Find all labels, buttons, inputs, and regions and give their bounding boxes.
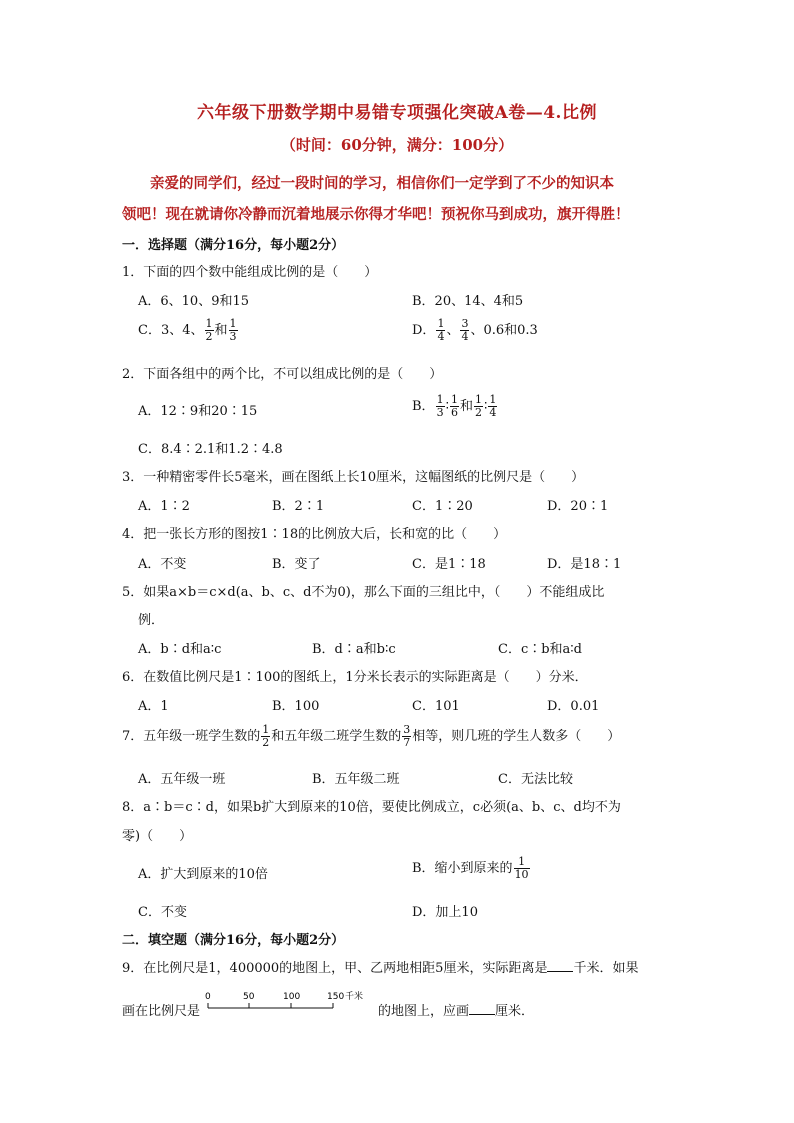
question-9-line-2-cont: 的地图上，应画 厘米． xyxy=(378,1004,535,1019)
fraction: $\frac{1}{6}$ xyxy=(450,393,458,419)
q4-option-c: C．是1∶18 xyxy=(412,557,486,572)
fraction: $\frac{1}{2}$ xyxy=(205,317,213,343)
q3-option-b: B．2∶1 xyxy=(272,499,325,514)
fraction: $\frac{1}{4}$ xyxy=(489,393,497,419)
question-7-stem: 7．五年级一班学生数的 $\frac{1}{2}$ 和五年级二班学生数的 $\frac{3}{7}$ 相等，则几班的学生人数多（ ） xyxy=(122,723,621,749)
q8-option-b: B．缩小到原来的 $\frac{1}{10}$ xyxy=(412,855,529,881)
fraction: $\frac{1}{2}$ xyxy=(262,723,270,749)
q7-option-c: C．无法比较 xyxy=(498,772,573,787)
q3-option-d: D．20∶1 xyxy=(547,499,609,514)
answer-blank xyxy=(547,959,573,972)
q5-option-a: A．b∶d和a∶c xyxy=(138,642,222,657)
fraction: $\frac{1}{3}$ xyxy=(229,317,237,343)
question-8-stem: 8．a∶b＝c∶d，如果b扩大到原来的10倍，要使比例成立，c必须(a、b、c、d均不为 xyxy=(122,800,621,815)
q5-option-b: B．d∶a和b∶c xyxy=(312,642,396,657)
q1-option-d: D． $\frac{1}{4}$ 、 $\frac{3}{4}$ 、0.6和0.3 xyxy=(412,317,538,343)
fraction: $\frac{3}{7}$ xyxy=(403,723,411,749)
q6-option-a: A．1 xyxy=(138,699,169,714)
section-heading-choice: 一．选择题（满分16分，每小题2分） xyxy=(122,238,345,253)
fraction: $\frac{1}{4}$ xyxy=(437,317,445,343)
q7-option-a: A．五年级一班 xyxy=(138,772,226,787)
q6-option-d: D．0.01 xyxy=(547,699,600,714)
q6-option-c: C．101 xyxy=(412,699,460,714)
q2-option-a: A．12∶9和20∶15 xyxy=(138,404,258,419)
fraction: $\frac{1}{10}$ xyxy=(514,855,529,881)
q8-option-c: C．不变 xyxy=(138,905,187,920)
scale-label-100: 100 xyxy=(283,992,301,1002)
q8-option-a: A．扩大到原来的10倍 xyxy=(138,867,268,882)
question-4-stem: 4．把一张长方形的图按1∶18的比例放大后，长和宽的比（ ） xyxy=(122,527,507,542)
line-scale-graphic xyxy=(205,986,375,1014)
question-6-stem: 6．在数值比例尺是1∶100的图纸上，1分米长表示的实际距离是（ ）分米． xyxy=(122,670,588,685)
q3-option-a: A．1∶2 xyxy=(138,499,190,514)
q5-option-c: C．c∶b和a∶d xyxy=(498,642,583,657)
q1-option-c: C．3、4、 $\frac{1}{2}$ 和 $\frac{1}{3}$ xyxy=(138,317,237,343)
fraction: $\frac{1}{3}$ xyxy=(436,393,444,419)
question-1-stem: 1．下面的四个数中能组成比例的是（ ） xyxy=(122,265,378,280)
q4-option-a: A．不变 xyxy=(138,557,187,572)
q1-option-a: A．6、10、9和15 xyxy=(138,294,250,309)
section-heading-fill: 二．填空题（满分16分，每小题2分） xyxy=(122,933,345,948)
question-9-line-2: 画在比例尺是 xyxy=(122,1004,201,1019)
q2-option-b: B． $\frac{1}{3}$ ∶ $\frac{1}{6}$ 和 $\frac{1}{2}$ ∶ $\frac{1}{4}$ xyxy=(412,393,497,419)
question-5-stem: 5．如果a×b＝c×d(a、b、c、d不为0)，那么下面的三组比中，（ ）不能组成比 xyxy=(122,585,605,600)
document-title: 六年级下册数学期中易错专项强化突破A卷—4.比例 xyxy=(197,103,597,123)
intro-line-1: 亲爱的同学们，经过一段时间的学习，相信你们一定学到了不少的知识本 xyxy=(150,175,614,192)
scale-unit: 千米 xyxy=(345,992,364,1002)
question-2-stem: 2．下面各组中的两个比，不可以组成比例的是（ ） xyxy=(122,367,443,382)
q8-option-d: D．加上10 xyxy=(412,905,478,920)
q2-option-c: C．8.4∶2.1和1.2∶4.8 xyxy=(138,442,283,457)
intro-line-2: 领吧！现在就请你冷静而沉着地展示你得才华吧！预祝你马到成功，旗开得胜！ xyxy=(122,206,630,223)
scale-label-0: 0 xyxy=(205,992,211,1002)
q1-option-b: B．20、14、4和5 xyxy=(412,294,524,309)
q6-option-b: B．100 xyxy=(272,699,320,714)
document-subtitle: （时间：60分钟，满分：100分） xyxy=(280,136,514,154)
question-9-line-1: 9．在比例尺是1，400000的地图上，甲、乙两地相距5厘米，实际距离是 千米．如果 xyxy=(122,961,639,976)
q7-option-b: B．五年级二班 xyxy=(312,772,400,787)
fraction: $\frac{3}{4}$ xyxy=(461,317,469,343)
fraction: $\frac{1}{2}$ xyxy=(474,393,482,419)
scale-label-50: 50 xyxy=(243,992,255,1002)
q3-option-c: C．1∶20 xyxy=(412,499,473,514)
q4-option-b: B．变了 xyxy=(272,557,321,572)
question-8-stem-cont: 零)（ ） xyxy=(122,829,193,844)
q4-option-d: D．是18∶1 xyxy=(547,557,622,572)
scale-label-150: 150 xyxy=(327,992,345,1002)
answer-blank xyxy=(469,1002,495,1015)
question-5-stem-cont: 例． xyxy=(138,613,165,628)
question-3-stem: 3．一种精密零件长5毫米，画在图纸上长10厘米，这幅图纸的比例尺是（ ） xyxy=(122,470,585,485)
